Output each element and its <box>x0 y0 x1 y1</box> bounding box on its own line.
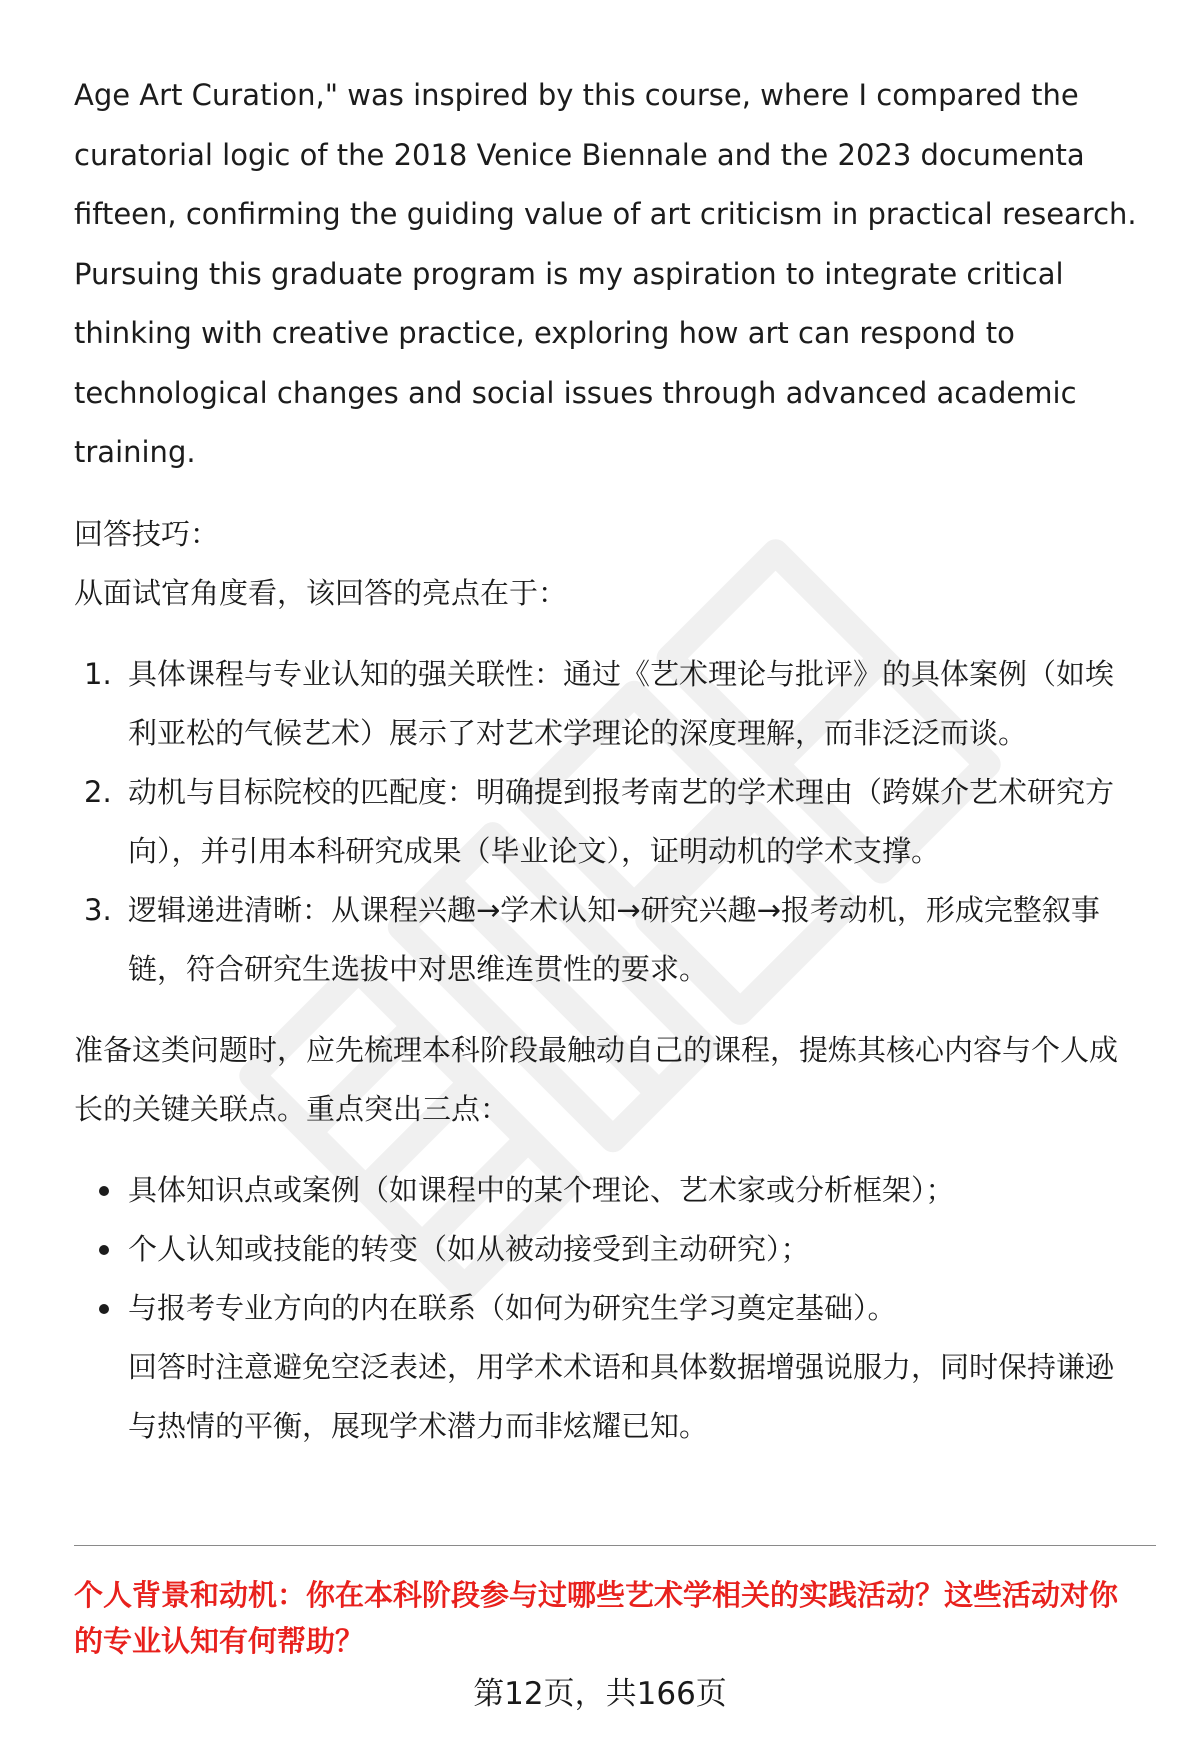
bullet-icon <box>99 1304 109 1314</box>
list-item <box>74 645 1154 763</box>
closing-note-line: 与热情的平衡，展现学术潜力而非炫耀已知。 <box>128 1408 709 1443</box>
tips-heading: 回答技巧： <box>74 516 220 551</box>
list-item <box>74 1161 1154 1220</box>
list-item-line: 动机与目标院校的匹配度：明确提到报考南艺的学术理由（跨媒介艺术研究方 <box>128 774 1115 809</box>
list-item-text: 个人认知或技能的转变（如从被动接受到主动研究）； <box>128 1231 810 1266</box>
list-item-line: 具体课程与专业认知的强关联性：通过《艺术理论与批评》的具体案例（如埃 <box>128 656 1115 691</box>
list-item <box>74 1279 1154 1338</box>
list-item-text: 与报考专业方向的内在联系（如何为研究生学习奠定基础）。 <box>128 1290 897 1325</box>
intro-line: Age Art Curation," was inspired by this course, where I compared the <box>74 78 1079 112</box>
intro-line: technological changes and social issues through advanced academic <box>74 375 1077 410</box>
list-number: 1. <box>84 656 112 691</box>
list-item-line: 利亚松的气候艺术）展示了对艺术学理论的深度理解，而非泛泛而谈。 <box>128 715 1028 750</box>
list-number: 2. <box>84 774 112 809</box>
closing-note-line: 回答时注意避免空泛表述，用学术术语和具体数据增强说服力，同时保持谦逊 <box>128 1349 1115 1384</box>
section-divider <box>74 1545 1156 1546</box>
bullet-icon <box>99 1186 109 1196</box>
intro-line: curatorial logic of the 2018 Venice Biennale and the 2023 documenta <box>74 137 1085 172</box>
prep-line: 长的关键关联点。重点突出三点： <box>74 1091 510 1126</box>
highlights-list <box>74 645 1154 999</box>
next-question <box>74 1572 1156 1664</box>
list-number: 3. <box>84 892 112 927</box>
intro-line: training. <box>74 435 196 469</box>
page-number: 第12页，共166页 <box>473 1676 727 1712</box>
intro-line: thinking with creative practice, exploring how art can respond to <box>74 316 1015 350</box>
list-item-line: 逻辑递进清晰：从课程兴趣→学术认知→研究兴趣→报考动机，形成完整叙事 <box>128 892 1100 927</box>
list-item-line: 链，符合研究生选拔中对思维连贯性的要求。 <box>128 951 709 986</box>
key-points-list <box>74 1161 1154 1338</box>
intro-paragraph <box>74 66 1154 483</box>
list-item <box>74 1220 1154 1279</box>
prep-paragraph <box>74 1021 1154 1139</box>
list-item <box>74 881 1154 999</box>
next-question-line: 个人背景和动机：你在本科阶段参与过哪些艺术学相关的实践活动？这些活动对你 <box>74 1578 1119 1612</box>
list-item-line: 向），并引用本科研究成果（毕业论文），证明动机的学术支撑。 <box>128 833 941 868</box>
list-item-text: 具体知识点或案例（如课程中的某个理论、艺术家或分析框架）； <box>128 1172 955 1207</box>
intro-line: Pursuing this graduate program is my aspiration to integrate critical <box>74 256 1064 291</box>
intro-line: fifteen, confirming the guiding value of art criticism in practical research. <box>74 197 1137 231</box>
prep-line: 准备这类问题时，应先梳理本科阶段最触动自己的课程，提炼其核心内容与个人成 <box>74 1032 1119 1067</box>
main-content <box>74 66 1154 1456</box>
list-item <box>74 763 1154 881</box>
next-question-line: 的专业认知有何帮助？ <box>74 1624 365 1658</box>
bullet-icon <box>99 1245 109 1255</box>
tips-intro: 从面试官角度看，该回答的亮点在于： <box>74 575 568 610</box>
